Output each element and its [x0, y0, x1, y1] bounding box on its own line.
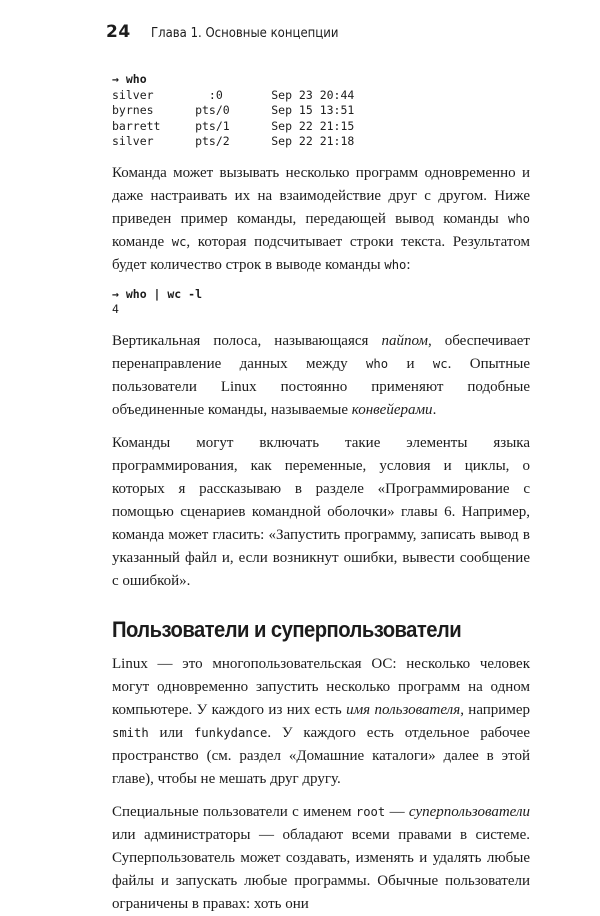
code-block-pipe [112, 287, 530, 318]
paragraph: Вертикальная полоса, называющаяся пайпом, обеспечивает перенаправление данных между who и wc. Опытные пользователи Linux постоянно применяют подобные объединенные команды, называемые конвейерами. [112, 332, 531, 418]
code-output-row: silver pts/2 Sep 22 21:18 [112, 134, 355, 148]
page-number: 24 [106, 22, 131, 42]
inline-code: wc [432, 356, 448, 371]
emphasis: пайпом [381, 332, 428, 349]
inline-code: funkydance [193, 725, 268, 740]
emphasis: суперпользователи [408, 803, 531, 820]
inline-code: who [384, 257, 407, 272]
running-head [106, 22, 530, 42]
code-command: → who | wc -l [112, 286, 203, 301]
code-command: → who [112, 72, 147, 86]
inline-code: root [355, 804, 386, 819]
paragraph: Специальные пользователи с именем root — суперпользователи или администраторы — обладают всеми правами в системе. Суперпользователь может создавать, изменять и удалять любые файлы и запускать любые программы. Обычные пользователи ограничены в правах: хоть они [112, 803, 531, 912]
code-output-row: byrnes pts/0 Sep 15 13:51 [112, 103, 355, 117]
code-output-row: barrett pts/1 Sep 22 21:15 [112, 118, 355, 133]
paragraph: Linux — это многопользовательская ОС: несколько человек могут одновременно запустить несколько программ на одном компьютере. У каждого из них есть имя пользователя, например smith или funkydance. У каждого есть отдельное рабочее пространство (см. раздел «Домашние каталоги» далее в этой главе), чтобы не мешать друг другу. [112, 655, 530, 787]
emphasis: имя пользователя [346, 701, 461, 718]
inline-code: wc [171, 234, 187, 249]
chapter-title: Глава 1. Основные концепции [150, 26, 339, 41]
code-block-who [112, 72, 530, 150]
paragraph: Команда может вызывать несколько программ одновременно и даже настраивать их на взаимодействие друг с другом. Ниже приведен пример команды, передающей вывод команды who команде wc, которая подсчитывает строки текста. Результатом будет количество строк в выводе команды who: [112, 164, 530, 273]
code-output-row: silver :0 Sep 23 20:44 [112, 87, 355, 102]
section-heading: Пользователи и суперпользователи [112, 616, 462, 642]
inline-code: who [366, 356, 389, 371]
code-output-row: 4 [112, 302, 119, 316]
emphasis: конвейерами [351, 401, 433, 418]
inline-code: smith [112, 725, 149, 740]
paragraph: Команды могут включать такие элементы языка программирования, как переменные, условия и циклы, о которых я рассказываю в разделе «Программирование с помощью сценариев командной оболочки» главы 6. Например, команда может гласить: «Запустить программу, записать вывод в указанный файл и, если возникнут ошибки, вывести сообщение с ошибкой». [112, 434, 530, 589]
inline-code: who [507, 211, 530, 226]
